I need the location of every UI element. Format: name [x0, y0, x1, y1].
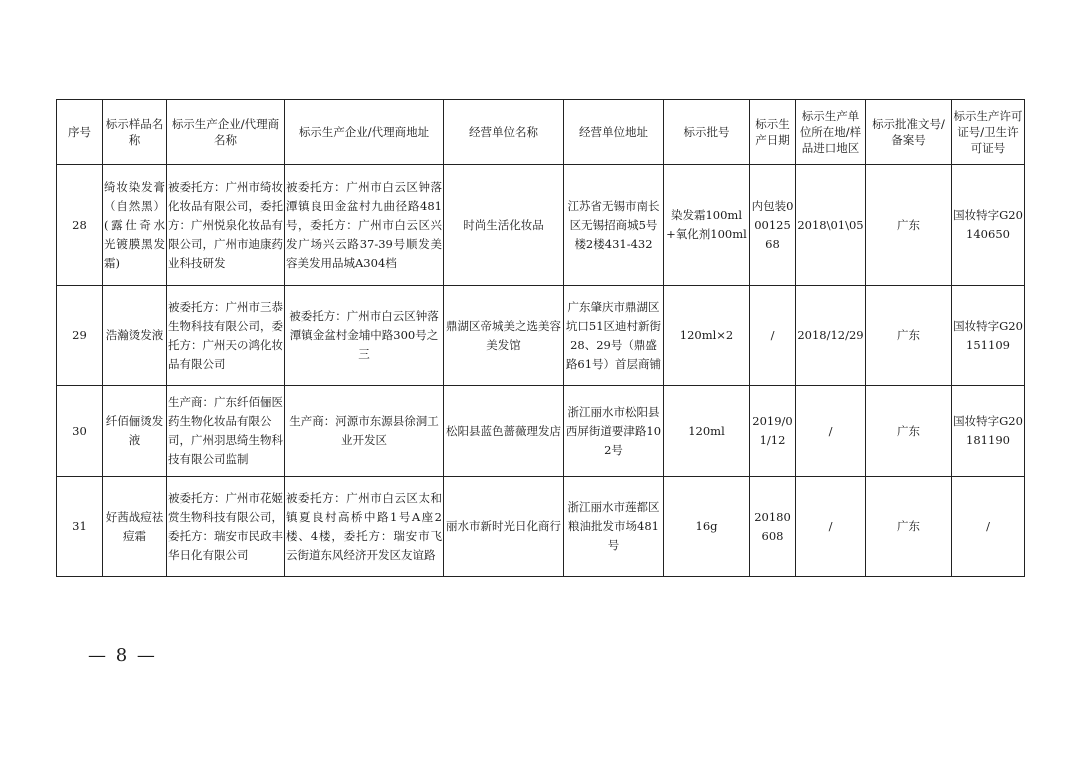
cell-prod-date: / — [750, 286, 796, 386]
header-seller-name: 经营单位名称 — [444, 100, 564, 165]
cell-seller-address: 浙江丽水市松阳县西屏街道要津路102号 — [564, 386, 664, 477]
cell-origin: 广东 — [866, 386, 952, 477]
cell-batch: 120ml×2 — [664, 286, 750, 386]
table-row — [57, 477, 1025, 577]
cell-seller-name: 时尚生活化妆品 — [444, 165, 564, 286]
header-prod-date: 标示生产日期 — [750, 100, 796, 165]
header-seller-address: 经营单位地址 — [564, 100, 664, 165]
cell-seq: 28 — [57, 165, 103, 286]
header-license: 标示生产许可证号/卫生许可证号 — [952, 100, 1025, 165]
cell-approval: / — [952, 477, 1025, 577]
table-row — [57, 165, 1025, 286]
table-row — [57, 286, 1025, 386]
cell-origin: 广东 — [866, 286, 952, 386]
cell-batch: 染发霜100ml+氧化剂100ml — [664, 165, 750, 286]
cell-address: 被委托方：广州市白云区太和镇夏良村高桥中路1号A座2楼、4楼，委托方：瑞安市飞云街道东风经济开发区友谊路 — [285, 477, 444, 577]
cell-company: 被委托方：广州市花姬赏生物科技有限公司，委托方：瑞安市民政丰华日化有限公司 — [167, 477, 285, 577]
cell-seller-address: 浙江丽水市莲都区粮油批发市场481号 — [564, 477, 664, 577]
cell-seller-name: 松阳县蓝色蔷薇理发店 — [444, 386, 564, 477]
cell-origin-date: 2018\01\05 — [796, 165, 866, 286]
cell-company: 被委托方：广州市三恭生物科技有限公司，委托方：广州天の鸿化妆品有限公司 — [167, 286, 285, 386]
header-address: 标示生产企业/代理商地址 — [285, 100, 444, 165]
header-approval: 标示批准文号/备案号 — [866, 100, 952, 165]
table-row — [57, 386, 1025, 477]
cell-prod-date: 2019/01/12 — [750, 386, 796, 477]
cell-company: 被委托方：广州市绮妆化妆品有限公司，委托方：广州悦泉化妆品有限公司，广州市迪康药业科技研发 — [167, 165, 285, 286]
cell-origin: 广东 — [866, 477, 952, 577]
cell-seq: 29 — [57, 286, 103, 386]
header-sample-name: 标示样品名称 — [103, 100, 167, 165]
cell-company: 生产商：广东纤佰俪医药生物化妆品有限公司，广州羽思绮生物科技有限公司监制 — [167, 386, 285, 477]
cell-approval: 国妆特字G20181190 — [952, 386, 1025, 477]
cell-approval: 国妆特字G20140650 — [952, 165, 1025, 286]
cell-prod-date: 内包装00012568 — [750, 165, 796, 286]
cell-prod-date: 20180608 — [750, 477, 796, 577]
header-batch: 标示批号 — [664, 100, 750, 165]
cell-seq: 30 — [57, 386, 103, 477]
cell-seller-address: 广东肇庆市鼎湖区坑口51区迪村新街28、29号（鼎盛路61号）首层商铺 — [564, 286, 664, 386]
cell-sample-name: 绮妆染发膏（自然黑）(露仕奇水光镀膜黑发霜) — [103, 165, 167, 286]
page-number: — 8 — — [88, 645, 157, 666]
cell-seller-address: 江苏省无锡市南长区无锡招商城5号楼2楼431-432 — [564, 165, 664, 286]
table-header-row — [57, 100, 1025, 165]
cell-address: 被委托方：广州市白云区钟落潭镇良田金盆村九曲径路481号，委托方：广州市白云区兴发广场兴云路37-39号顺发美容美发用品城A304档 — [285, 165, 444, 286]
cell-seller-name: 丽水市新时光日化商行 — [444, 477, 564, 577]
cell-address: 被委托方：广州市白云区钟落潭镇金盆村金埔中路300号之三 — [285, 286, 444, 386]
sampling-results-table — [56, 99, 1025, 577]
header-origin: 标示生产单位所在地/样品进口地区 — [796, 100, 866, 165]
cell-seq: 31 — [57, 477, 103, 577]
cell-origin-date: / — [796, 477, 866, 577]
cell-sample-name: 浩瀚烫发液 — [103, 286, 167, 386]
header-company: 标示生产企业/代理商名称 — [167, 100, 285, 165]
cell-batch: 16g — [664, 477, 750, 577]
cell-approval: 国妆特字G20151109 — [952, 286, 1025, 386]
cell-sample-name: 好茜战痘祛痘霜 — [103, 477, 167, 577]
cell-origin: 广东 — [866, 165, 952, 286]
cell-batch: 120ml — [664, 386, 750, 477]
header-seq: 序号 — [57, 100, 103, 165]
cell-origin-date: 2018/12/29 — [796, 286, 866, 386]
cell-origin-date: / — [796, 386, 866, 477]
cell-sample-name: 纤佰俪烫发液 — [103, 386, 167, 477]
cell-address: 生产商：河源市东源县徐洞工业开发区 — [285, 386, 444, 477]
cell-seller-name: 鼎湖区帝城美之选美容美发馆 — [444, 286, 564, 386]
